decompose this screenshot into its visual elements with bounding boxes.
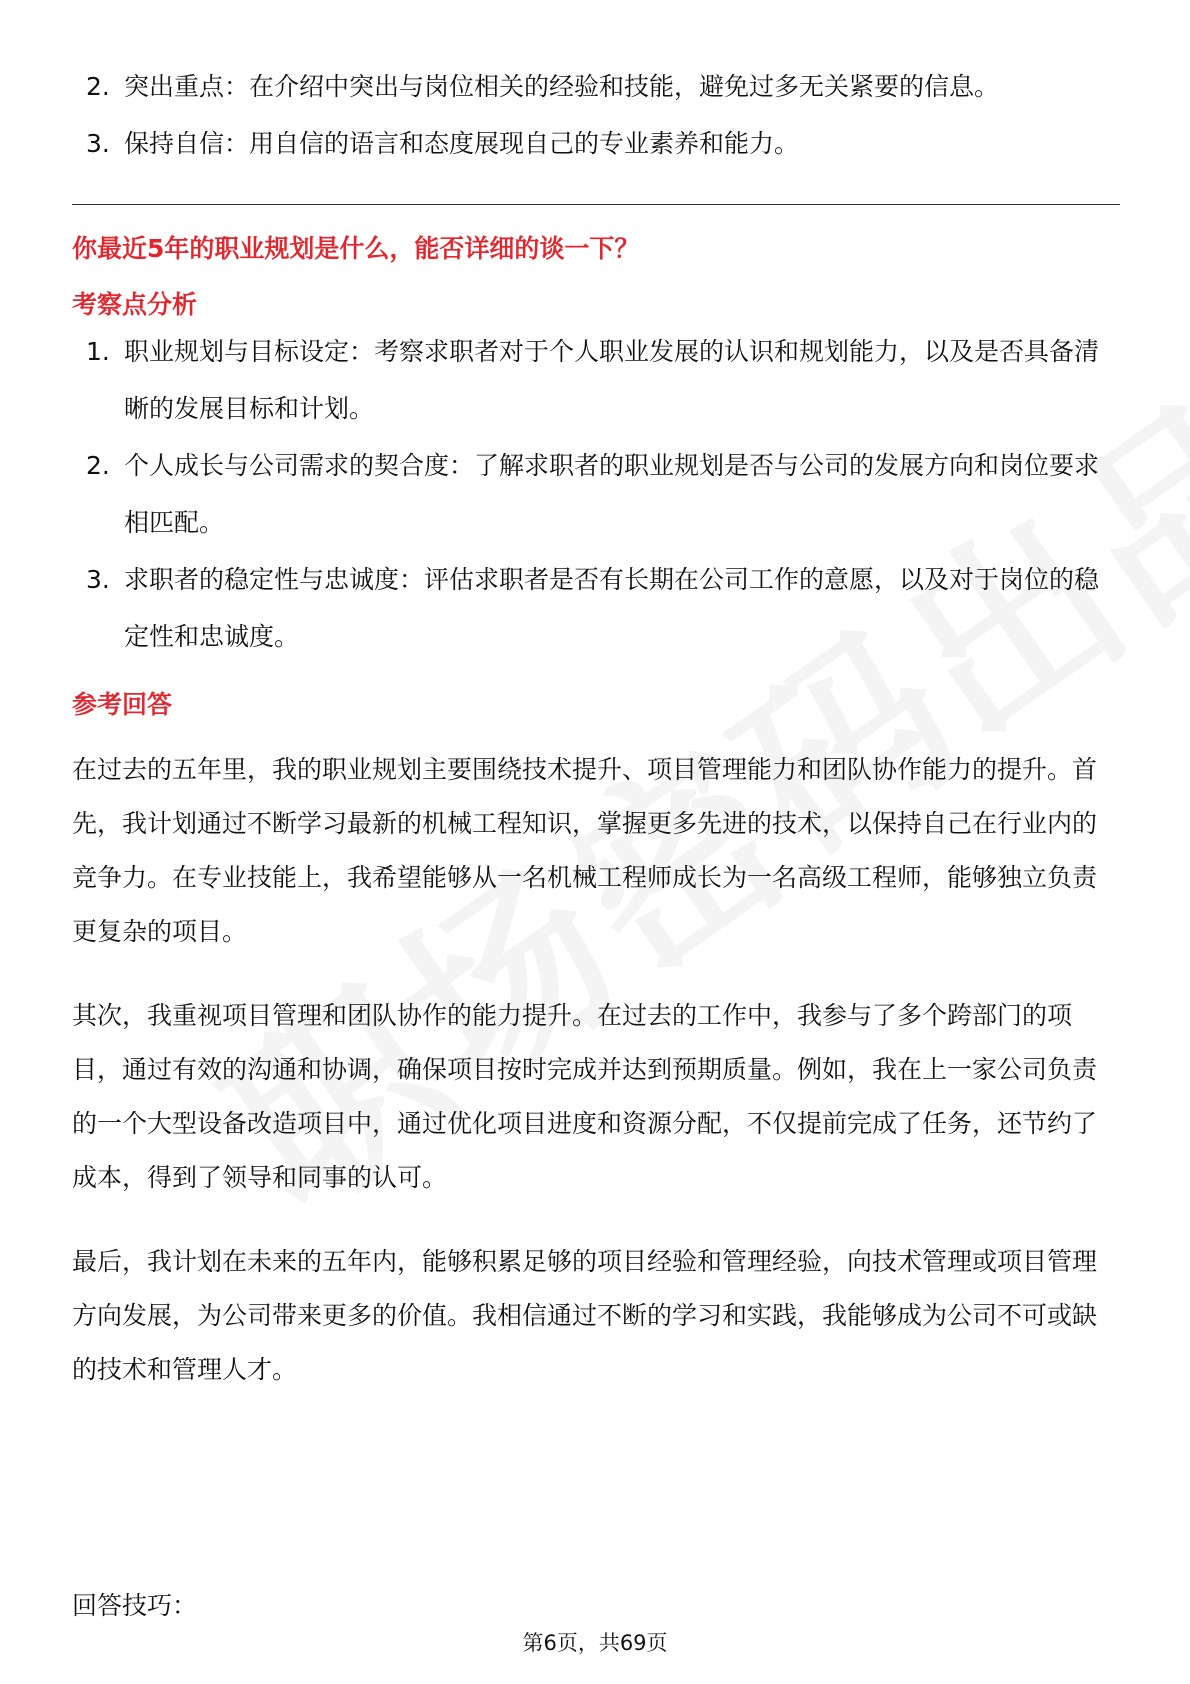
answer-paragraph: 最后，我计划在未来的五年内，能够积累足够的项目经验和管理经验，向技术管理或项目管理方向发展，为公司带来更多的价值。我相信通过不断的学习和实践，我能够成为公司不可或缺的技术和管理人才。 xyxy=(72,1247,1098,1384)
answer-paragraph: 其次，我重视项目管理和团队协作的能力提升。在过去的工作中，我参与了多个跨部门的项目，通过有效的沟通和协调，确保项目按时完成并达到预期质量。例如，我在上一家公司负责的一个大型设备改造项目中，通过优化项目进度和资源分配，不仅提前完成了任务，还节约了成本，得到了领导和同事的认可。 xyxy=(72,1001,1098,1192)
reference-heading: 参考回答 xyxy=(72,690,173,719)
list-item xyxy=(72,551,1120,665)
page-footer: 第6页，共69页 xyxy=(522,1631,668,1655)
list-item xyxy=(72,115,1120,172)
tips-list-continued xyxy=(72,58,1120,172)
section-divider xyxy=(72,204,1120,205)
list-text: 求职者的稳定性与忠诚度：评估求职者是否有长期在公司工作的意愿，以及对于岗位的稳定性和忠诚度。 xyxy=(124,565,1100,651)
list-text: 突出重点：在介绍中突出与岗位相关的经验和技能，避免过多无关紧要的信息。 xyxy=(124,72,1000,101)
list-item xyxy=(72,437,1120,551)
list-item xyxy=(72,323,1120,437)
list-item xyxy=(72,58,1120,115)
list-number: 3. xyxy=(86,565,110,594)
list-number: 3. xyxy=(86,129,110,158)
list-number: 2. xyxy=(86,451,110,480)
analysis-list xyxy=(72,323,1120,665)
list-number: 1. xyxy=(86,337,110,366)
list-number: 2. xyxy=(86,72,110,101)
analysis-heading: 考察点分析 xyxy=(72,290,198,319)
page-content xyxy=(72,58,1120,1397)
list-text: 个人成长与公司需求的契合度：了解求职者的职业规划是否与公司的发展方向和岗位要求相匹配。 xyxy=(124,451,1100,537)
question-heading: 你最近5年的职业规划是什么，能否详细的谈一下？ xyxy=(72,234,640,263)
list-text: 保持自信：用自信的语言和态度展现自己的专业素养和能力。 xyxy=(124,129,800,158)
list-text: 职业规划与目标设定：考察求职者对于个人职业发展的认识和规划能力，以及是否具备清晰的发展目标和计划。 xyxy=(124,337,1100,423)
answer-paragraph: 在过去的五年里，我的职业规划主要围绕技术提升、项目管理能力和团队协作能力的提升。首先，我计划通过不断学习最新的机械工程知识，掌握更多先进的技术，以保持自己在行业内的竞争力。在专业技能上，我希望能够从一名机械工程师成长为一名高级工程师，能够独立负责更复杂的项目。 xyxy=(72,755,1098,946)
tips-label: 回答技巧： xyxy=(72,1591,198,1620)
